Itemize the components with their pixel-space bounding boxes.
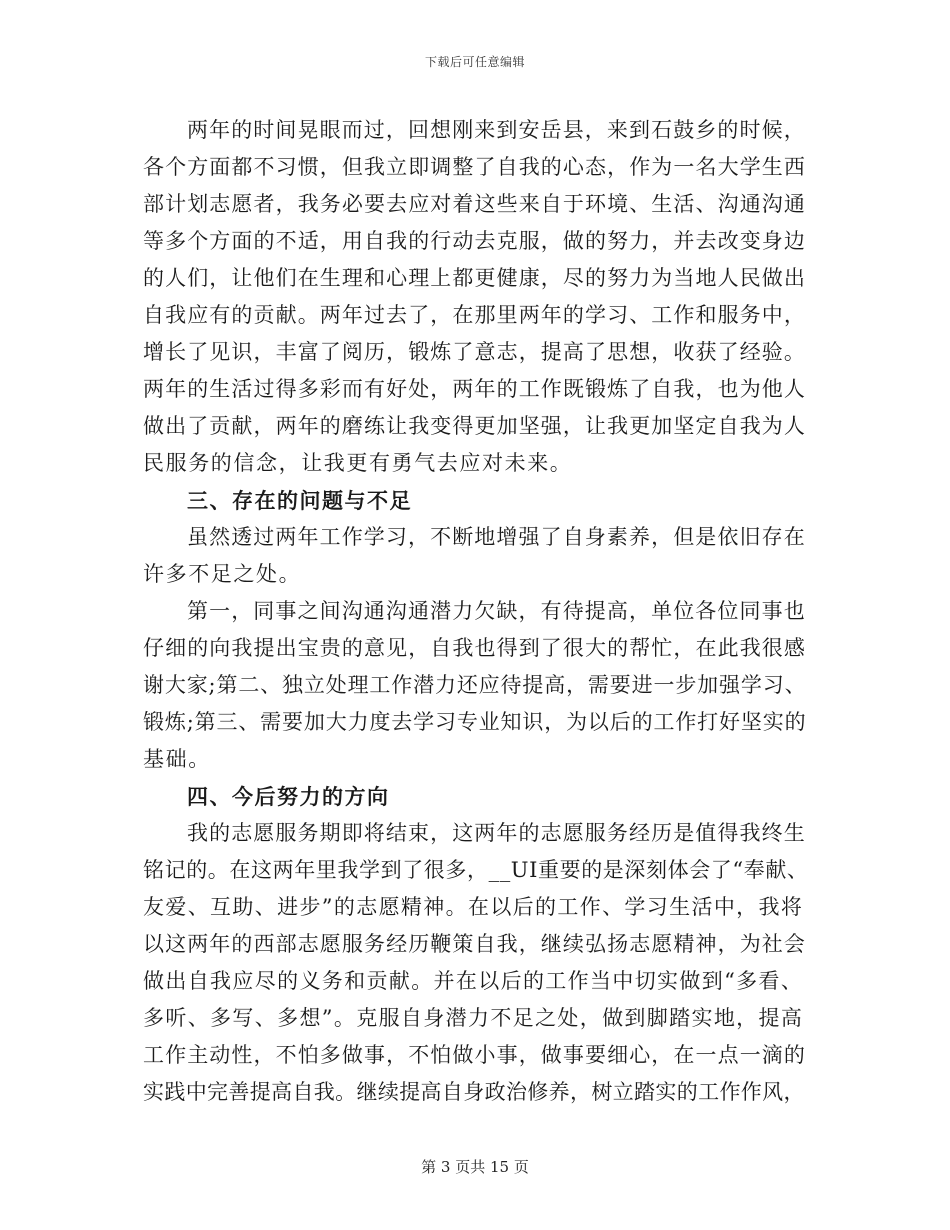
page-header: 下载后可任意编辑	[424, 55, 525, 69]
section-heading: 三、存在的问题与不足	[187, 488, 412, 513]
paragraph-line: 第一，同事之间沟通沟通潜力欠缺，有待提高，单位各位同事也	[187, 599, 806, 623]
paragraph-line: 各个方面都不习惯，但我立即调整了自我的心态，作为一名大学生西	[143, 155, 806, 179]
paragraph-line: 做出自我应尽的义务和贡献。并在以后的工作当中切实做到“多看、	[143, 969, 804, 993]
paragraph-line: 两年的时间晃眼而过，回想刚来到安岳县，来到石鼓乡的时候，	[187, 118, 806, 142]
paragraph-line: 实践中完善提高自我。继续提高自身政治修养，树立踏实的工作作风，	[143, 1080, 805, 1104]
paragraph-line: 两年的生活过得多彩而有好处，两年的工作既锻炼了自我，也为他人	[143, 377, 806, 401]
paragraph-line: 虽然透过两年工作学习，不断地增强了自身素养，但是依旧存在	[187, 525, 806, 549]
paragraph-line: 友爱、互助、进步”的志愿精神。在以后的工作、学习生活中，我将	[143, 895, 804, 919]
section-heading: 四、今后努力的方向	[187, 784, 390, 809]
paragraph-line: 的人们，让他们在生理和心理上都更健康，尽的努力为当地人民做出	[143, 266, 806, 290]
paragraph-line: 锻炼;第三、需要加大力度去学习专业知识，为以后的工作打好坚实的	[143, 710, 807, 734]
paragraph-line: 增长了见识，丰富了阅历，锻炼了意志，提高了思想，收获了经验。	[143, 340, 806, 364]
page-footer: 第 3 页共 15 页	[421, 1158, 529, 1176]
document-body	[143, 112, 809, 1111]
paragraph-line: 我的志愿服务期即将结束，这两年的志愿服务经历是值得我终生	[187, 821, 806, 845]
paragraph-line: 铭记的。在这两年里我学到了很多，__UI重要的是深刻体会了“奉献、	[143, 858, 809, 882]
paragraph-line: 做出了贡献，两年的磨练让我变得更加坚强，让我更加坚定自我为人	[143, 414, 806, 438]
paragraph-line: 基础。	[143, 747, 211, 771]
paragraph-line: 等多个方面的不适，用自我的行动去克服，做的努力，并去改变身边	[143, 229, 806, 253]
paragraph-line: 民服务的信念，让我更有勇气去应对未来。	[143, 451, 573, 475]
paragraph-line: 部计划志愿者，我务必要去应对着这些来自于环境、生活、沟通沟通	[143, 192, 806, 216]
paragraph-line: 工作主动性，不怕多做事，不怕做小事，做事要细心，在一点一滴的	[143, 1043, 806, 1067]
paragraph-line: 多听、多写、多想”。克服自身潜力不足之处，做到脚踏实地，提高	[143, 1006, 804, 1030]
paragraph-line: 自我应有的贡献。两年过去了，在那里两年的学习、工作和服务中，	[143, 303, 806, 327]
paragraph-line: 许多不足之处。	[143, 562, 302, 586]
paragraph-line: 谢大家;第二、独立处理工作潜力还应待提高，需要进一步加强学习、	[143, 673, 807, 697]
paragraph-line: 仔细的向我提出宝贵的意见，自我也得到了很大的帮忙，在此我很感	[143, 636, 806, 660]
paragraph-line: 以这两年的西部志愿服务经历鞭策自我，继续弘扬志愿精神，为社会	[143, 932, 806, 956]
